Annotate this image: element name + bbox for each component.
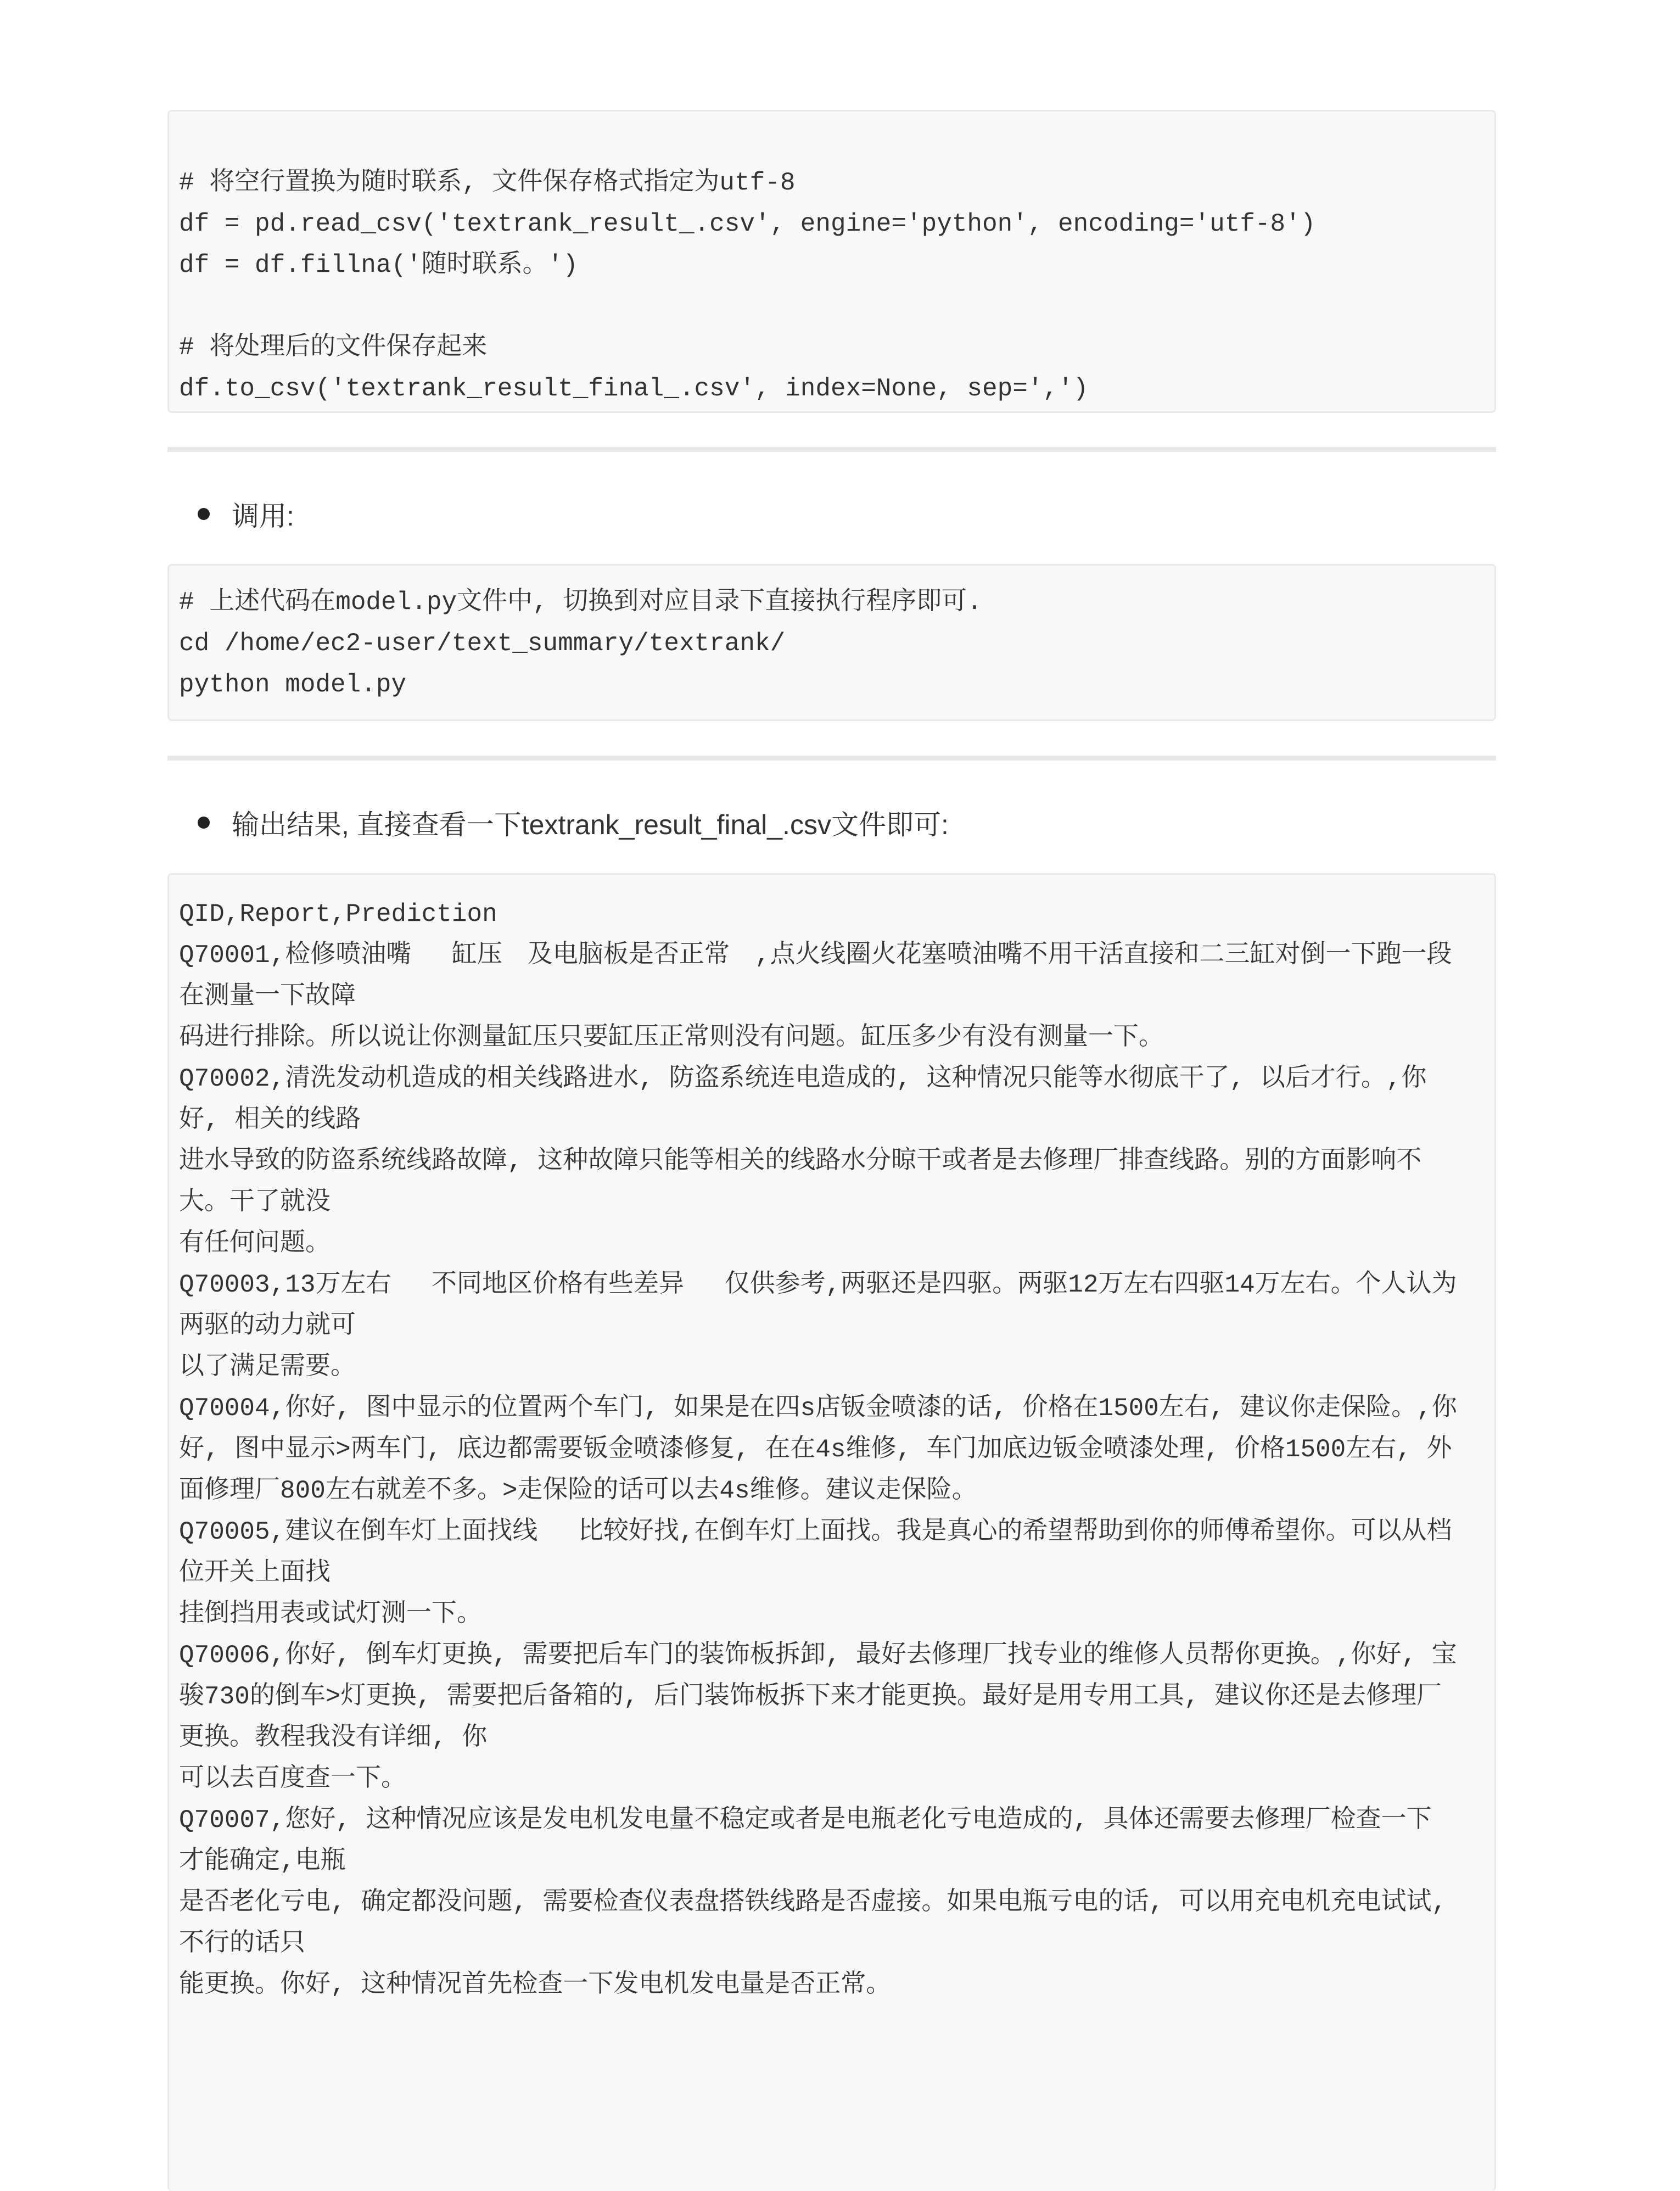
code-line: 有任何问题。 — [179, 1229, 331, 1258]
code-line: Q70004,你好, 图中显示的位置两个车门, 如果是在四s店钣金喷漆的话, 价格在1500左右, 建议你走保险。,你 — [179, 1394, 1457, 1423]
code-line: df = df.fillna('随时联系。') — [179, 251, 578, 280]
code-line: Q70006,你好, 倒车灯更换, 需要把后车门的装饰板拆卸, 最好去修理厂找专业的维修人员帮你更换。,你好, 宝 — [179, 1641, 1457, 1670]
bullet-call — [198, 494, 294, 534]
code-line: # 将处理后的文件保存起来 — [179, 333, 488, 362]
code-block-csv-output — [167, 873, 1496, 2191]
code-line — [179, 121, 1485, 163]
code-line: 大。干了就没 — [179, 1188, 331, 1217]
code-line: 位开关上面找 — [179, 1559, 331, 1588]
bullet-text: 输出结果, 直接查看一下textrank_result_final_.csv文件即可: — [232, 809, 949, 840]
code-line — [179, 286, 1485, 327]
code-line: Q70001,检修喷油嘴 缸压 及电脑板是否正常 ,点火线圈火花塞喷油嘴不用干活直接和二三缸对倒一下跑一段 — [179, 941, 1452, 970]
code-line: 面修理厂800左右就差不多。>走保险的话可以去4s维修。建议走保险。 — [179, 1477, 977, 1505]
code-line: 不行的话只 — [179, 1930, 305, 1958]
code-line: Q70007,您好, 这种情况应该是发电机发电量不稳定或者是电瓶老化亏电造成的, 具体还需要去修理厂检查一下 — [179, 1806, 1432, 1835]
code-line: QID,Report,Prediction — [179, 900, 497, 929]
code-line: df.to_csv('textrank_result_final_.csv', index=None, sep=',') — [179, 375, 1089, 403]
code-line: # 将空行置换为随时联系, 文件保存格式指定为utf-8 — [179, 169, 796, 197]
code-block-run — [167, 564, 1496, 721]
code-line: 在测量一下故障 — [179, 982, 356, 1011]
code-line: 是否老化亏电, 确定都没问题, 需要检查仪表盘搭铁线路是否虚接。如果电瓶亏电的话, 可以用充电机充电试试, — [179, 1888, 1447, 1917]
code-line: 好, 相关的线路 — [179, 1106, 361, 1134]
divider — [167, 756, 1496, 761]
code-line: 好, 图中显示>两车门, 底边都需要钣金喷漆修复, 在在4s维修, 车门加底边钣金喷漆处理, 价格1500左右, 外 — [179, 1435, 1452, 1464]
code-line: 进水导致的防盗系统线路故障, 这种故障只能等相关的线路水分晾干或者是去修理厂排查线路。别的方面影响不 — [179, 1147, 1422, 1176]
code-line: 两驱的动力就可 — [179, 1312, 356, 1340]
bullet-output — [198, 803, 949, 842]
bullet-text: 调用: — [232, 501, 294, 532]
code-line: 挂倒挡用表或试灯测一下。 — [179, 1600, 482, 1629]
code-block-cleanup — [167, 110, 1496, 413]
bullet-dot-icon — [198, 508, 210, 520]
bullet-dot-icon — [198, 817, 210, 829]
code-line: Q70005,建议在倒车灯上面找线 比较好找,在倒车灯上面找。我是真心的希望帮助到你的师傅希望你。可以从档 — [179, 1518, 1452, 1546]
code-line: 骏730的倒车>灯更换, 需要把后备箱的, 后门装饰板拆下来才能更换。最好是用专用工具, 建议你还是去修理厂 — [179, 1683, 1442, 1711]
code-line: 以了满足需要。 — [179, 1353, 356, 1382]
code-line: 码进行排除。所以说让你测量缸压只要缸压正常则没有问题。缸压多少有没有测量一下。 — [179, 1024, 1164, 1052]
code-line: 能更换。你好, 这种情况首先检查一下发电机发电量是否正常。 — [179, 1971, 892, 1999]
code-line: df = pd.read_csv('textrank_result_.csv', engine='python', encoding='utf-8') — [179, 210, 1316, 238]
code-line: 可以去百度查一下。 — [179, 1765, 406, 1793]
code-line: 才能确定,电瓶 — [179, 1847, 346, 1876]
code-line: # 上述代码在model.py文件中, 切换到对应目录下直接执行程序即可. — [179, 588, 982, 617]
code-line: Q70002,清洗发动机造成的相关线路进水, 防盗系统连电造成的, 这种情况只能等水彻底干了, 以后才行。,你 — [179, 1065, 1427, 1093]
code-line: 更换。教程我没有详细, 你 — [179, 1724, 488, 1752]
code-line: python model.py — [179, 670, 407, 699]
divider — [167, 447, 1496, 452]
code-line: Q70003,13万左右 不同地区价格有些差异 仅供参考,两驱还是四驱。两驱12万左右四驱14万左右。个人认为 — [179, 1271, 1457, 1299]
code-line: cd /home/ec2-user/text_summary/textrank/ — [179, 629, 786, 658]
